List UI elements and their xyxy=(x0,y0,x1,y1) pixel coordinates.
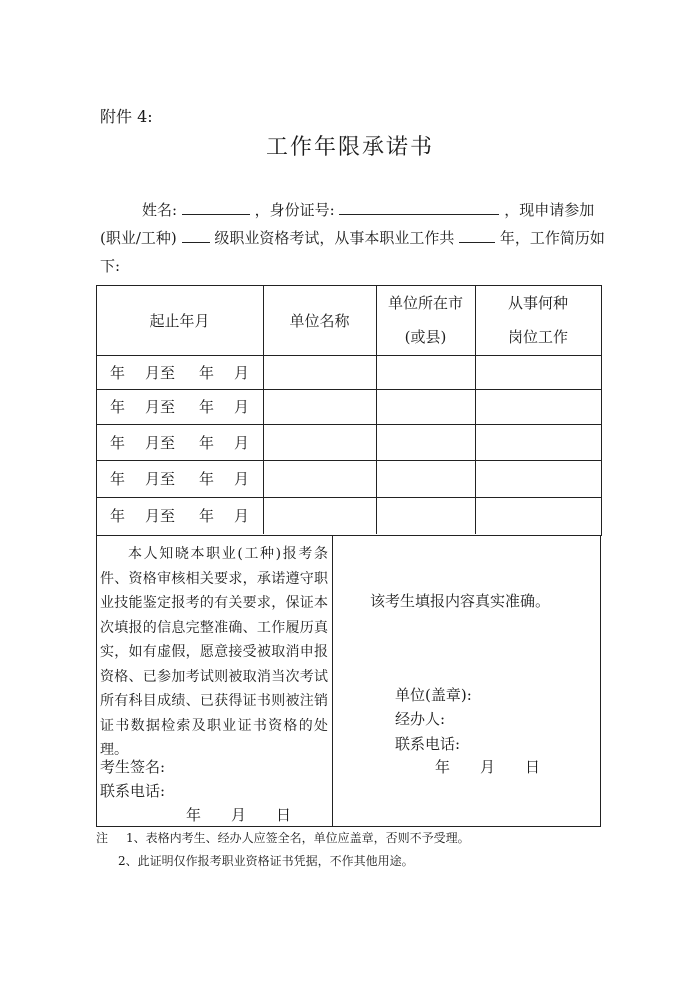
level-label: 级职业资格考试，从事本职业工作共 xyxy=(214,229,455,247)
handler-label: 经办人: xyxy=(395,710,446,728)
header-period: 起止年月 xyxy=(149,311,210,330)
unit-date: 年 月 日 xyxy=(435,758,541,776)
note-prefix: 注 xyxy=(96,831,109,845)
candidate-phone-label: 联系电话: xyxy=(100,782,166,800)
id-number-blank[interactable] xyxy=(339,196,499,215)
pledge-text: 本人知晓本职业(工种)报考条件、资格审核相关要求，承诺遵守职业技能鉴定报考的有关要求，保证本次填报的信息完整准确、工作履历真实，如有虚假，愿意接受被取消申报资格、已参加考试则被取消当次考试所有科目成绩、已获得证书则被注销证书数据检索及职业证书资格的处理。 xyxy=(100,546,328,758)
lower-right-border xyxy=(600,535,601,827)
lower-divider xyxy=(332,535,333,827)
position-cell[interactable] xyxy=(475,355,601,389)
apply-text: ，现申请参加 xyxy=(504,201,595,219)
intro-line-3: 下: xyxy=(100,257,121,275)
lower-top-border xyxy=(96,535,601,536)
document-title: 工作年限承诺书 xyxy=(265,135,434,160)
id-label: ，身份证号: xyxy=(254,201,335,219)
candidate-signature-label: 考生签名: xyxy=(100,758,166,776)
date-range-row-1[interactable]: 年 月至 年 月 xyxy=(109,363,250,382)
unit-seal-label: 单位(盖章): xyxy=(395,686,472,704)
header-company: 单位名称 xyxy=(289,311,350,330)
intro-paragraph xyxy=(100,196,620,280)
occupation-label: (职业/工种) xyxy=(100,229,177,247)
name-blank[interactable] xyxy=(182,196,250,215)
header-position-line1: 从事何种 xyxy=(507,294,568,312)
attachment-label: 附件 4: xyxy=(100,107,153,126)
header-location-line2: (或县) xyxy=(404,328,447,346)
date-range-row-2[interactable]: 年 月至 年 月 xyxy=(109,398,250,416)
work-history-table xyxy=(96,285,601,525)
header-position xyxy=(475,285,601,355)
date-range-row-4[interactable]: 年 月至 年 月 xyxy=(109,470,250,488)
note-2: 2、此证明仅作报考职业资格证书凭据，不作其他用途。 xyxy=(118,854,414,868)
note-1 xyxy=(96,829,470,846)
header-location xyxy=(376,285,475,355)
intro-line-1 xyxy=(100,196,620,224)
verification-statement: 该考生填报内容真实准确。 xyxy=(370,592,551,610)
candidate-date: 年 月 日 xyxy=(186,806,292,824)
name-label: 姓名: xyxy=(142,201,178,219)
date-range-row-3[interactable]: 年 月至 年 月 xyxy=(109,433,250,452)
unit-phone-label: 联系电话: xyxy=(395,735,461,753)
company-cell[interactable] xyxy=(263,355,376,389)
header-location-line1: 单位所在市 xyxy=(387,294,463,312)
lower-left-border xyxy=(96,535,97,827)
level-blank[interactable] xyxy=(182,224,210,243)
years-label: 年，工作简历如 xyxy=(499,229,605,247)
header-position-line2: 岗位工作 xyxy=(507,328,568,346)
intro-line-2 xyxy=(100,224,620,252)
lower-bottom-border xyxy=(96,826,601,827)
date-range-row-5[interactable]: 年 月至 年 月 xyxy=(109,507,250,525)
years-blank[interactable] xyxy=(459,224,495,243)
note-1-text: 1、表格内考生、经办人应签全名，单位应盖章，否则不予受理。 xyxy=(126,831,470,845)
location-cell[interactable] xyxy=(376,355,475,389)
